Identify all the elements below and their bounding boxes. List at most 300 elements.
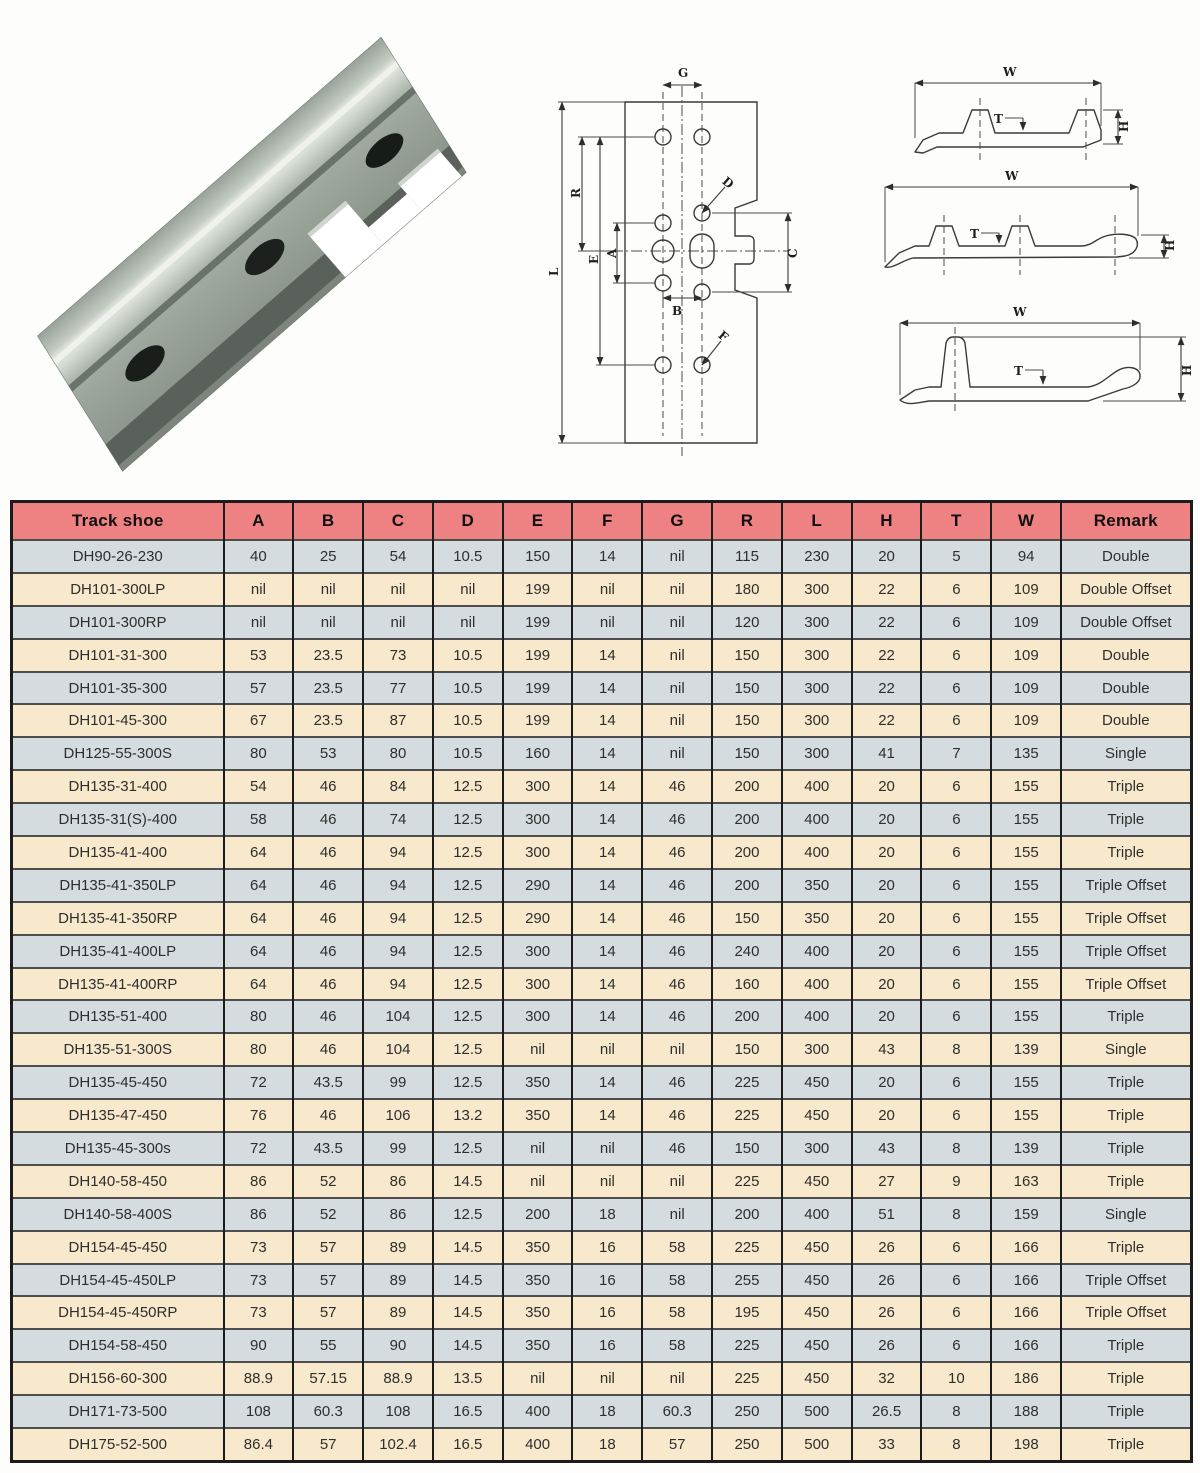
table-cell: 109 [991, 704, 1061, 737]
table-cell: 6 [921, 1099, 991, 1132]
table-cell: 160 [712, 968, 782, 1001]
table-cell: 102.4 [363, 1428, 433, 1461]
model-cell: DH135-47-450 [12, 1099, 224, 1132]
column-header-e: E [503, 502, 573, 541]
table-cell: 23.5 [293, 639, 363, 672]
table-cell: 88.9 [224, 1362, 294, 1395]
table-cell: 106 [363, 1099, 433, 1132]
table-cell: 94 [363, 902, 433, 935]
header-row [12, 502, 1192, 541]
table-cell: 94 [363, 968, 433, 1001]
model-cell: DH101-300LP [12, 573, 224, 606]
table-cell: 14.5 [433, 1231, 503, 1264]
plan-view-diagram [520, 40, 850, 460]
table-cell: 26 [852, 1264, 922, 1297]
spec-table-header [12, 502, 1192, 541]
table-row [12, 1395, 1192, 1428]
table-cell: 155 [991, 1099, 1061, 1132]
table-cell: Triple [1061, 836, 1191, 869]
table-cell: nil [293, 606, 363, 639]
table-cell: 16 [572, 1329, 642, 1362]
table-cell: 450 [782, 1362, 852, 1395]
table-cell: 57 [224, 672, 294, 705]
table-cell: 108 [224, 1395, 294, 1428]
model-cell: DH140-58-450 [12, 1165, 224, 1198]
table-cell: 200 [712, 1000, 782, 1033]
table-cell: 64 [224, 869, 294, 902]
table-cell: 87 [363, 704, 433, 737]
dim-label-W: W [1003, 65, 1017, 79]
table-cell: 500 [782, 1428, 852, 1461]
table-cell: Triple [1061, 1428, 1191, 1461]
table-cell: 89 [363, 1296, 433, 1329]
column-header-d: D [433, 502, 503, 541]
table-cell: nil [642, 1362, 712, 1395]
model-cell: DH101-300RP [12, 606, 224, 639]
table-cell: 10 [921, 1362, 991, 1395]
table-cell: 76 [224, 1099, 294, 1132]
table-row [12, 1329, 1192, 1362]
table-cell: Double Offset [1061, 573, 1191, 606]
table-row [12, 1165, 1192, 1198]
table-cell: 450 [782, 1296, 852, 1329]
table-cell: nil [572, 1132, 642, 1165]
table-cell: nil [642, 672, 712, 705]
table-cell: 58 [224, 803, 294, 836]
table-row [12, 737, 1192, 770]
dim-label-H: H [1180, 364, 1194, 376]
table-cell: 225 [712, 1066, 782, 1099]
table-row [12, 1296, 1192, 1329]
table-cell: 109 [991, 606, 1061, 639]
table-cell: 14 [572, 869, 642, 902]
table-cell: 300 [782, 639, 852, 672]
table-cell: 20 [852, 869, 922, 902]
table-cell: 46 [642, 770, 712, 803]
dim-label-T: T [1014, 364, 1023, 378]
table-cell: 12.5 [433, 836, 503, 869]
table-row [12, 935, 1192, 968]
table-cell: nil [433, 606, 503, 639]
table-cell: 180 [712, 573, 782, 606]
model-cell: DH101-45-300 [12, 704, 224, 737]
table-cell: 43.5 [293, 1066, 363, 1099]
model-cell: DH101-31-300 [12, 639, 224, 672]
table-cell: 22 [852, 606, 922, 639]
table-cell: 20 [852, 803, 922, 836]
column-header-remark: Remark [1061, 502, 1191, 541]
table-cell: 86 [363, 1165, 433, 1198]
table-cell: 55 [293, 1329, 363, 1362]
dim-label-H: H [1117, 120, 1131, 132]
cross-section-diagrams [853, 40, 1200, 460]
table-cell: 64 [224, 968, 294, 1001]
table-cell: 225 [712, 1362, 782, 1395]
table-cell: 120 [712, 606, 782, 639]
table-cell: 58 [642, 1264, 712, 1297]
table-cell: 350 [782, 869, 852, 902]
table-cell: 94 [991, 540, 1061, 573]
table-cell: 8 [921, 1428, 991, 1461]
column-header-c: C [363, 502, 433, 541]
dim-label-W: W [1013, 305, 1027, 319]
table-cell: 109 [991, 639, 1061, 672]
table-cell: 300 [782, 672, 852, 705]
table-cell: 72 [224, 1132, 294, 1165]
table-cell: 150 [712, 639, 782, 672]
table-cell: 10.5 [433, 672, 503, 705]
table-cell: nil [572, 573, 642, 606]
table-cell: nil [572, 606, 642, 639]
table-cell: 155 [991, 770, 1061, 803]
table-cell: 51 [852, 1198, 922, 1231]
table-cell: 150 [712, 737, 782, 770]
table-row [12, 1264, 1192, 1297]
table-cell: nil [503, 1165, 573, 1198]
table-cell: Single [1061, 737, 1191, 770]
table-row [12, 1231, 1192, 1264]
table-cell: 450 [782, 1099, 852, 1132]
table-cell: 46 [642, 935, 712, 968]
model-cell: DH135-45-450 [12, 1066, 224, 1099]
table-cell: 14 [572, 902, 642, 935]
table-cell: 14 [572, 836, 642, 869]
table-cell: 7 [921, 737, 991, 770]
table-cell: 10.5 [433, 540, 503, 573]
table-cell: 109 [991, 573, 1061, 606]
table-cell: 84 [363, 770, 433, 803]
table-cell: 300 [782, 606, 852, 639]
table-cell: 6 [921, 573, 991, 606]
table-cell: 46 [293, 1099, 363, 1132]
table-cell: 53 [224, 639, 294, 672]
table-row [12, 540, 1192, 573]
table-cell: 43 [852, 1033, 922, 1066]
spec-table-body [12, 540, 1192, 1461]
table-cell: 86 [224, 1165, 294, 1198]
table-cell: 64 [224, 935, 294, 968]
table-cell: 10.5 [433, 639, 503, 672]
table-cell: 12.5 [433, 1198, 503, 1231]
table-cell: 73 [224, 1264, 294, 1297]
table-cell: nil [433, 573, 503, 606]
table-cell: 13.2 [433, 1099, 503, 1132]
model-cell: DH135-41-350RP [12, 902, 224, 935]
column-header-track-shoe: Track shoe [12, 502, 224, 541]
model-cell: DH135-51-300S [12, 1033, 224, 1066]
table-cell: 9 [921, 1165, 991, 1198]
table-cell: 57 [293, 1428, 363, 1461]
table-cell: 25 [293, 540, 363, 573]
table-cell: 450 [782, 1066, 852, 1099]
table-cell: 400 [503, 1395, 573, 1428]
table-cell: 109 [991, 672, 1061, 705]
dim-label-H: H [1163, 239, 1177, 251]
table-cell: 150 [712, 672, 782, 705]
table-cell: 199 [503, 672, 573, 705]
table-cell: 14 [572, 672, 642, 705]
table-cell: Triple [1061, 770, 1191, 803]
table-cell: 139 [991, 1033, 1061, 1066]
table-cell: 74 [363, 803, 433, 836]
table-cell: 12.5 [433, 1000, 503, 1033]
table-cell: 26 [852, 1231, 922, 1264]
table-cell: 46 [642, 968, 712, 1001]
table-cell: 6 [921, 803, 991, 836]
table-cell: 20 [852, 935, 922, 968]
table-cell: 155 [991, 968, 1061, 1001]
table-cell: Triple [1061, 1329, 1191, 1362]
table-cell: 6 [921, 902, 991, 935]
table-cell: nil [572, 1165, 642, 1198]
table-cell: 67 [224, 704, 294, 737]
table-cell: 58 [642, 1296, 712, 1329]
table-cell: 225 [712, 1165, 782, 1198]
table-cell: 46 [642, 836, 712, 869]
table-cell: 12.5 [433, 935, 503, 968]
table-cell: Single [1061, 1033, 1191, 1066]
table-cell: 290 [503, 869, 573, 902]
table-cell: nil [642, 540, 712, 573]
table-cell: 6 [921, 672, 991, 705]
table-cell: Triple [1061, 1066, 1191, 1099]
table-cell: 195 [712, 1296, 782, 1329]
table-cell: 23.5 [293, 672, 363, 705]
model-cell: DH125-55-300S [12, 737, 224, 770]
table-cell: 46 [293, 902, 363, 935]
table-cell: 12.5 [433, 803, 503, 836]
column-header-l: L [782, 502, 852, 541]
table-cell: 6 [921, 836, 991, 869]
table-cell: 16 [572, 1296, 642, 1329]
dim-label-L: L [547, 267, 561, 276]
table-cell: 500 [782, 1395, 852, 1428]
table-cell: 60.3 [642, 1395, 712, 1428]
model-cell: DH135-41-400 [12, 836, 224, 869]
table-row [12, 704, 1192, 737]
column-header-t: T [921, 502, 991, 541]
table-cell: 32 [852, 1362, 922, 1395]
table-cell: 6 [921, 1264, 991, 1297]
model-cell: DH135-51-400 [12, 1000, 224, 1033]
table-row [12, 1033, 1192, 1066]
column-header-g: G [642, 502, 712, 541]
table-cell: 8 [921, 1132, 991, 1165]
table-cell: 57 [293, 1296, 363, 1329]
table-cell: 450 [782, 1329, 852, 1362]
table-cell: 14 [572, 1066, 642, 1099]
table-cell: 155 [991, 869, 1061, 902]
track-shoe-body [9, 23, 505, 472]
table-cell: 26.5 [852, 1395, 922, 1428]
table-cell: 23.5 [293, 704, 363, 737]
table-row [12, 1198, 1192, 1231]
table-cell: 108 [363, 1395, 433, 1428]
table-cell: 400 [782, 770, 852, 803]
model-cell: DH135-41-400RP [12, 968, 224, 1001]
table-cell: 350 [503, 1264, 573, 1297]
table-cell: 6 [921, 968, 991, 1001]
table-cell: 14.5 [433, 1329, 503, 1362]
table-row [12, 1362, 1192, 1395]
dim-label-A: A [605, 248, 619, 258]
column-header-r: R [712, 502, 782, 541]
table-cell: 400 [782, 1198, 852, 1231]
table-cell: 77 [363, 672, 433, 705]
table-cell: 26 [852, 1329, 922, 1362]
table-cell: nil [642, 704, 712, 737]
model-cell: DH135-31(S)-400 [12, 803, 224, 836]
table-cell: 46 [642, 803, 712, 836]
table-cell: 80 [224, 737, 294, 770]
table-cell: 14 [572, 1099, 642, 1132]
table-cell: 73 [224, 1296, 294, 1329]
table-cell: 53 [293, 737, 363, 770]
table-cell: 199 [503, 606, 573, 639]
table-cell: nil [572, 1033, 642, 1066]
table-cell: 199 [503, 704, 573, 737]
section-triple-grouser [885, 169, 1177, 275]
table-cell: 6 [921, 935, 991, 968]
table-cell: 72 [224, 1066, 294, 1099]
table-cell: 18 [572, 1395, 642, 1428]
table-cell: 46 [642, 1132, 712, 1165]
table-cell: 46 [293, 869, 363, 902]
table-cell: nil [224, 606, 294, 639]
table-cell: 12.5 [433, 902, 503, 935]
dim-label-R: R [569, 188, 583, 198]
table-cell: 18 [572, 1428, 642, 1461]
table-cell: 46 [642, 1066, 712, 1099]
table-cell: 150 [712, 704, 782, 737]
table-cell: 155 [991, 836, 1061, 869]
table-cell: nil [642, 737, 712, 770]
table-cell: 10.5 [433, 737, 503, 770]
model-cell: DH135-45-300s [12, 1132, 224, 1165]
table-row [12, 573, 1192, 606]
table-cell: Triple [1061, 1362, 1191, 1395]
table-cell: 16.5 [433, 1428, 503, 1461]
column-header-h: H [852, 502, 922, 541]
table-cell: 12.5 [433, 1066, 503, 1099]
table-cell: 300 [503, 836, 573, 869]
table-cell: 57.15 [293, 1362, 363, 1395]
table-cell: 89 [363, 1264, 433, 1297]
table-cell: 150 [712, 1033, 782, 1066]
table-cell: 6 [921, 639, 991, 672]
model-cell: DH156-60-300 [12, 1362, 224, 1395]
table-cell: Triple [1061, 1231, 1191, 1264]
table-cell: 13.5 [433, 1362, 503, 1395]
table-cell: 6 [921, 1329, 991, 1362]
table-cell: 188 [991, 1395, 1061, 1428]
table-cell: 73 [224, 1231, 294, 1264]
table-cell: 18 [572, 1198, 642, 1231]
dim-label-W: W [1005, 169, 1019, 183]
table-cell: 255 [712, 1264, 782, 1297]
table-cell: 12.5 [433, 1132, 503, 1165]
table-row [12, 836, 1192, 869]
table-cell: Double [1061, 639, 1191, 672]
track-shoe-spec-table [10, 500, 1193, 1463]
table-cell: Double [1061, 704, 1191, 737]
table-cell: nil [503, 1362, 573, 1395]
table-cell: 225 [712, 1231, 782, 1264]
table-cell: 33 [852, 1428, 922, 1461]
table-cell: 290 [503, 902, 573, 935]
table-cell: 57 [642, 1428, 712, 1461]
table-cell: 46 [642, 1000, 712, 1033]
column-header-b: B [293, 502, 363, 541]
table-cell: 46 [293, 1033, 363, 1066]
table-cell: 22 [852, 573, 922, 606]
table-cell: 155 [991, 1066, 1061, 1099]
table-cell: 166 [991, 1231, 1061, 1264]
table-cell: Double Offset [1061, 606, 1191, 639]
table-cell: Triple [1061, 1165, 1191, 1198]
table-cell: 6 [921, 869, 991, 902]
table-cell: 400 [503, 1428, 573, 1461]
table-cell: 350 [782, 902, 852, 935]
table-cell: 14 [572, 704, 642, 737]
table-cell: 12.5 [433, 1033, 503, 1066]
dim-label-C: C [786, 248, 800, 258]
model-cell: DH171-73-500 [12, 1395, 224, 1428]
table-cell: 104 [363, 1000, 433, 1033]
table-cell: 14 [572, 737, 642, 770]
table-cell: nil [503, 1132, 573, 1165]
table-cell: 94 [363, 935, 433, 968]
table-cell: 14.5 [433, 1264, 503, 1297]
table-cell: nil [363, 606, 433, 639]
table-cell: nil [642, 1165, 712, 1198]
table-cell: 10.5 [433, 704, 503, 737]
table-cell: 46 [642, 869, 712, 902]
table-cell: Triple [1061, 1395, 1191, 1428]
table-cell: 400 [782, 935, 852, 968]
table-cell: 155 [991, 902, 1061, 935]
table-cell: 450 [782, 1165, 852, 1198]
table-cell: 80 [224, 1033, 294, 1066]
table-cell: 300 [782, 704, 852, 737]
model-cell: DH140-58-400S [12, 1198, 224, 1231]
table-cell: Triple Offset [1061, 968, 1191, 1001]
table-cell: 6 [921, 1000, 991, 1033]
table-cell: 54 [224, 770, 294, 803]
table-cell: 8 [921, 1033, 991, 1066]
table-row [12, 1099, 1192, 1132]
table-cell: 20 [852, 836, 922, 869]
table-cell: 86 [224, 1198, 294, 1231]
table-cell: Double [1061, 540, 1191, 573]
dim-label-E: E [587, 254, 601, 264]
plan-plate-outline [625, 102, 757, 443]
table-cell: 20 [852, 902, 922, 935]
table-cell: 250 [712, 1428, 782, 1461]
table-cell: 300 [782, 1132, 852, 1165]
model-cell: DH90-26-230 [12, 540, 224, 573]
table-cell: 5 [921, 540, 991, 573]
table-cell: 300 [782, 573, 852, 606]
table-cell: 250 [712, 1395, 782, 1428]
table-cell: 186 [991, 1362, 1061, 1395]
table-cell: 57 [293, 1231, 363, 1264]
table-cell: Triple Offset [1061, 902, 1191, 935]
table-cell: 6 [921, 606, 991, 639]
table-cell: 300 [503, 803, 573, 836]
model-cell: DH135-31-400 [12, 770, 224, 803]
table-cell: 159 [991, 1198, 1061, 1231]
